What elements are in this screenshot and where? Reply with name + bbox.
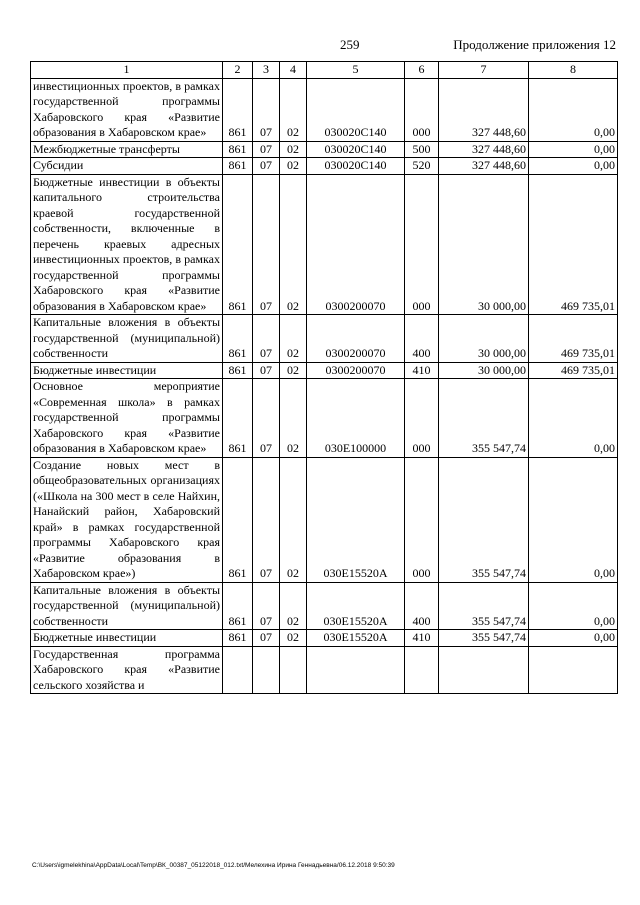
row-c3-cell: 07	[253, 174, 280, 315]
row-c4-cell: 02	[280, 141, 307, 158]
row-name-cell: Бюджетные инвестиции в объекты капитального строительства краевой государственной собственности, включенные в перечень краевых адресных инвестиционных проектов, в рамках государственной программы Хабаровского края «Развитие образования в Хабаровском крае»	[31, 174, 223, 315]
row-c2-cell: 861	[223, 141, 253, 158]
row-c4-cell: 02	[280, 362, 307, 379]
row-c7-cell	[439, 646, 529, 694]
row-c6-cell: 000	[405, 174, 439, 315]
column-header: 1	[31, 62, 223, 79]
row-c3-cell: 07	[253, 362, 280, 379]
row-c4-cell: 02	[280, 582, 307, 630]
row-c2-cell: 861	[223, 174, 253, 315]
row-c5-cell: 030020С140	[307, 78, 405, 141]
page-number: 259	[340, 37, 360, 52]
row-c8-cell	[529, 646, 618, 694]
row-c7-cell: 30 000,00	[439, 362, 529, 379]
row-c8-cell: 0,00	[529, 457, 618, 582]
table-row	[31, 457, 618, 582]
row-c4-cell	[280, 646, 307, 694]
row-c2-cell: 861	[223, 582, 253, 630]
row-c7-cell: 327 448,60	[439, 78, 529, 141]
row-name-cell: Капитальные вложения в объекты государственной (муниципальной) собственности	[31, 582, 223, 630]
row-c6-cell: 410	[405, 362, 439, 379]
row-c6-cell: 500	[405, 141, 439, 158]
row-c8-cell: 0,00	[529, 379, 618, 458]
row-c5-cell: 0300200070	[307, 174, 405, 315]
row-c7-cell: 355 547,74	[439, 379, 529, 458]
table-row	[31, 630, 618, 647]
row-c5-cell: 030Е15520А	[307, 582, 405, 630]
row-c6-cell	[405, 646, 439, 694]
column-header: 4	[280, 62, 307, 79]
column-header: 8	[529, 62, 618, 79]
row-c6-cell: 400	[405, 582, 439, 630]
row-c2-cell	[223, 646, 253, 694]
row-c5-cell: 030Е100000	[307, 379, 405, 458]
row-c4-cell: 02	[280, 174, 307, 315]
row-c7-cell: 30 000,00	[439, 174, 529, 315]
row-c2-cell: 861	[223, 457, 253, 582]
row-name-cell: Создание новых мест в общеобразовательных организациях («Школа на 300 мест в селе Найхин, Нанайский район, Хабаровский край» в рамках государственной программы Хабаровского края «Развитие образования в Хабаровском крае»)	[31, 457, 223, 582]
row-c4-cell: 02	[280, 78, 307, 141]
row-c3-cell: 07	[253, 582, 280, 630]
table-row	[31, 78, 618, 141]
row-c4-cell: 02	[280, 457, 307, 582]
table-row	[31, 362, 618, 379]
row-c6-cell: 400	[405, 315, 439, 363]
row-c2-cell: 861	[223, 379, 253, 458]
row-c8-cell: 469 735,01	[529, 315, 618, 363]
table-row	[31, 315, 618, 363]
row-name-cell: Государственная программа Хабаровского края «Развитие сельского хозяйства и	[31, 646, 223, 694]
row-c7-cell: 355 547,74	[439, 630, 529, 647]
page-caption: Продолжение приложения 12	[453, 37, 616, 52]
row-c5-cell: 030Е15520А	[307, 457, 405, 582]
budget-table	[30, 61, 618, 694]
row-c3-cell: 07	[253, 630, 280, 647]
row-c6-cell: 000	[405, 457, 439, 582]
row-c3-cell: 07	[253, 78, 280, 141]
row-c7-cell: 30 000,00	[439, 315, 529, 363]
row-c4-cell: 02	[280, 315, 307, 363]
row-c5-cell: 030020С140	[307, 141, 405, 158]
column-header: 2	[223, 62, 253, 79]
row-c5-cell: 0300200070	[307, 315, 405, 363]
row-c8-cell: 0,00	[529, 582, 618, 630]
column-header: 6	[405, 62, 439, 79]
row-name-cell: инвестиционных проектов, в рамках государственной программы Хабаровского края «Развитие образования в Хабаровском крае»	[31, 78, 223, 141]
row-c8-cell: 0,00	[529, 630, 618, 647]
row-c4-cell: 02	[280, 158, 307, 175]
row-name-cell: Бюджетные инвестиции	[31, 630, 223, 647]
row-c6-cell: 000	[405, 78, 439, 141]
row-c3-cell: 07	[253, 158, 280, 175]
row-c8-cell: 469 735,01	[529, 174, 618, 315]
row-c4-cell: 02	[280, 630, 307, 647]
row-c5-cell: 030020С140	[307, 158, 405, 175]
row-name-cell: Межбюджетные трансферты	[31, 141, 223, 158]
file-path-footer: C:\Users\igmelekhina\AppData\Local\Temp\ВК_00387_05122018_012.txt/Мелехина Ирина Геннадьевна/06.12.2018 9:50:39	[32, 862, 395, 869]
row-c8-cell: 469 735,01	[529, 362, 618, 379]
row-c6-cell: 520	[405, 158, 439, 175]
row-c4-cell: 02	[280, 379, 307, 458]
column-header: 5	[307, 62, 405, 79]
row-c3-cell: 07	[253, 379, 280, 458]
row-c3-cell: 07	[253, 457, 280, 582]
table-row	[31, 174, 618, 315]
row-name-cell: Основное мероприятие «Современная школа» в рамках государственной программы Хабаровского края «Развитие образования в Хабаровском крае»	[31, 379, 223, 458]
row-c3-cell: 07	[253, 315, 280, 363]
row-c5-cell: 0300200070	[307, 362, 405, 379]
row-c2-cell: 861	[223, 630, 253, 647]
row-c5-cell	[307, 646, 405, 694]
row-c7-cell: 355 547,74	[439, 457, 529, 582]
row-c8-cell: 0,00	[529, 158, 618, 175]
row-name-cell: Бюджетные инвестиции	[31, 362, 223, 379]
row-c6-cell: 000	[405, 379, 439, 458]
row-name-cell: Капитальные вложения в объекты государственной (муниципальной) собственности	[31, 315, 223, 363]
row-c8-cell: 0,00	[529, 141, 618, 158]
row-c5-cell: 030Е15520А	[307, 630, 405, 647]
row-c2-cell: 861	[223, 78, 253, 141]
column-header: 3	[253, 62, 280, 79]
table-row	[31, 141, 618, 158]
column-header: 7	[439, 62, 529, 79]
row-c3-cell: 07	[253, 141, 280, 158]
table-row	[31, 582, 618, 630]
row-c7-cell: 327 448,60	[439, 141, 529, 158]
row-c2-cell: 861	[223, 362, 253, 379]
row-c6-cell: 410	[405, 630, 439, 647]
table-row	[31, 379, 618, 458]
table-header-row	[31, 62, 618, 79]
table-row	[31, 646, 618, 694]
row-c8-cell: 0,00	[529, 78, 618, 141]
row-c3-cell	[253, 646, 280, 694]
row-c2-cell: 861	[223, 315, 253, 363]
table-body	[31, 78, 618, 694]
row-c7-cell: 327 448,60	[439, 158, 529, 175]
table-row	[31, 158, 618, 175]
row-c2-cell: 861	[223, 158, 253, 175]
row-c7-cell: 355 547,74	[439, 582, 529, 630]
row-name-cell: Субсидии	[31, 158, 223, 175]
